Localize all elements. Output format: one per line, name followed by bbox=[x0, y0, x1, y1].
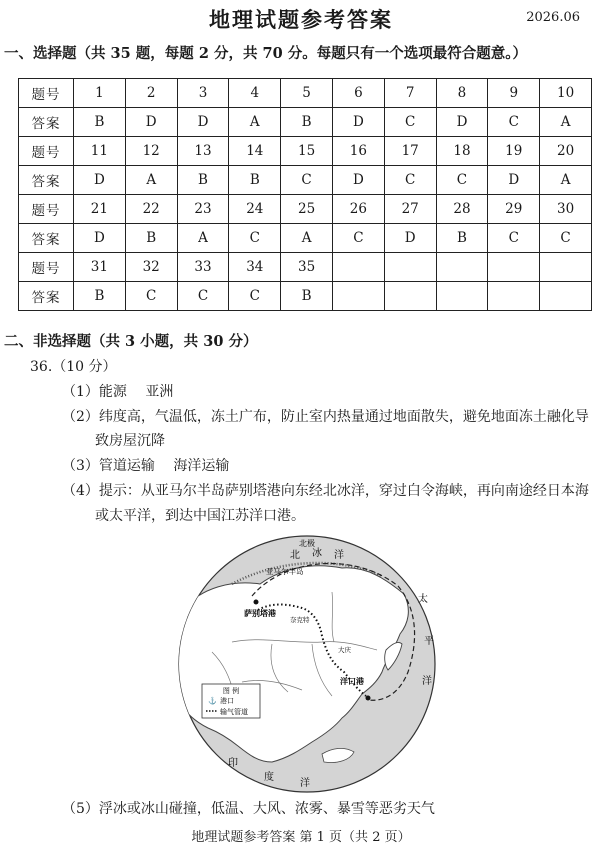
answer-row bbox=[19, 282, 592, 311]
port-sabetta-icon bbox=[254, 600, 259, 605]
question-number-cell: 10 bbox=[540, 79, 592, 108]
question-number-cell: 20 bbox=[540, 137, 592, 166]
question-number-cell: 2 bbox=[125, 79, 177, 108]
answer-cell: B bbox=[177, 166, 229, 195]
label-north-pole: 北极 bbox=[299, 539, 315, 548]
answer-cell bbox=[488, 282, 540, 311]
label-arctic-3: 洋 bbox=[334, 550, 344, 561]
answer-row bbox=[19, 108, 592, 137]
question-number-cell: 16 bbox=[332, 137, 384, 166]
answer-cell: C bbox=[436, 166, 488, 195]
question-number-cell: 34 bbox=[229, 253, 281, 282]
answer-table bbox=[18, 78, 592, 311]
question-number-cell: 30 bbox=[540, 195, 592, 224]
answer-cell: D bbox=[384, 224, 436, 253]
answer-cell bbox=[436, 282, 488, 311]
question-number-cell: 3 bbox=[177, 79, 229, 108]
route-map bbox=[172, 532, 442, 797]
question-number-cell: 11 bbox=[74, 137, 126, 166]
label-arctic-1: 北 bbox=[290, 550, 300, 561]
answer-cell: C bbox=[384, 166, 436, 195]
section1-title: 一、选择题（共 35 题，每题 2 分，共 70 分。每题只有一个选项最符合题意。） bbox=[4, 45, 527, 62]
answer-36-4-line2: 或太平洋，到达中国江苏洋口港。 bbox=[95, 508, 305, 524]
question-number-cell: 29 bbox=[488, 195, 540, 224]
row-label-answer: 答案 bbox=[19, 166, 74, 195]
question-number-cell: 18 bbox=[436, 137, 488, 166]
row-label-question: 题号 bbox=[19, 195, 74, 224]
label-arctic-2: 冰 bbox=[312, 548, 322, 559]
question-number-cell bbox=[540, 253, 592, 282]
question-number-cell: 12 bbox=[125, 137, 177, 166]
question-number-cell: 5 bbox=[281, 79, 333, 108]
answer-cell: B bbox=[436, 224, 488, 253]
answer-cell: A bbox=[229, 108, 281, 137]
question-number-cell: 14 bbox=[229, 137, 281, 166]
label-pacific-2: 平 bbox=[424, 636, 434, 647]
answer-cell bbox=[384, 282, 436, 311]
label-pacific-1: 太 bbox=[418, 594, 428, 605]
row-label-question: 题号 bbox=[19, 137, 74, 166]
answer-row bbox=[19, 224, 592, 253]
question-number-cell: 35 bbox=[281, 253, 333, 282]
answer-cell: C bbox=[229, 224, 281, 253]
answer-cell: C bbox=[125, 282, 177, 311]
answer-cell: B bbox=[74, 282, 126, 311]
legend-pipeline: 输气管道 bbox=[220, 708, 248, 716]
question-number-cell: 21 bbox=[74, 195, 126, 224]
answer-cell: D bbox=[125, 108, 177, 137]
label-pacific-3: 洋 bbox=[422, 676, 432, 687]
africa-landmass bbox=[172, 732, 205, 797]
answer-row bbox=[19, 166, 592, 195]
exam-date: 2026.06 bbox=[526, 10, 580, 25]
question-number-cell: 1 bbox=[74, 79, 126, 108]
question-number-cell bbox=[488, 253, 540, 282]
question-number-row bbox=[19, 195, 592, 224]
label-yamal: 亚马尔半岛 bbox=[266, 567, 304, 576]
answer-cell: D bbox=[332, 166, 384, 195]
row-label-answer: 答案 bbox=[19, 108, 74, 137]
legend-title: 图 例 bbox=[222, 687, 240, 695]
label-nadym: 奈克特 bbox=[290, 616, 310, 624]
question-number-cell: 22 bbox=[125, 195, 177, 224]
answer-36-2-line2: 致房屋沉降 bbox=[95, 433, 165, 449]
answer-cell: D bbox=[74, 166, 126, 195]
answer-cell: C bbox=[229, 282, 281, 311]
answer-cell: B bbox=[281, 108, 333, 137]
question-number-cell: 33 bbox=[177, 253, 229, 282]
question-number-cell: 7 bbox=[384, 79, 436, 108]
question-number-cell bbox=[332, 253, 384, 282]
question-number-cell: 15 bbox=[281, 137, 333, 166]
port-yangkou-icon bbox=[366, 696, 371, 701]
page-title: 地理试题参考答案 bbox=[209, 7, 393, 32]
answer-cell: A bbox=[177, 224, 229, 253]
answer-36-2-line1: （2）纬度高，气温低，冻土广布，防止室内热量通过地面散失，避免地面冻土融化导 bbox=[62, 409, 589, 425]
map-legend bbox=[202, 684, 260, 718]
answer-cell: C bbox=[281, 166, 333, 195]
page-footer: 地理试题参考答案 第 1 页（共 2 页） bbox=[191, 830, 411, 845]
globe-map-svg bbox=[172, 532, 442, 797]
question-number-cell: 31 bbox=[74, 253, 126, 282]
answer-cell: B bbox=[281, 282, 333, 311]
anchor-icon: ⚓ bbox=[208, 697, 217, 705]
label-yangkou: 洋口港 bbox=[340, 676, 364, 686]
row-label-answer: 答案 bbox=[19, 282, 74, 311]
answer-cell: C bbox=[540, 224, 592, 253]
question-number-cell: 17 bbox=[384, 137, 436, 166]
answer-36-4-line1: （4）提示：从亚马尔半岛萨别塔港向东经北冰洋，穿过白令海峡，再向南途经日本海 bbox=[62, 483, 589, 499]
question-number-cell: 4 bbox=[229, 79, 281, 108]
answer-cell: A bbox=[281, 224, 333, 253]
question-number-cell: 9 bbox=[488, 79, 540, 108]
answer-cell: B bbox=[74, 108, 126, 137]
answer-cell: D bbox=[74, 224, 126, 253]
answer-cell: A bbox=[125, 166, 177, 195]
legend-port: 港口 bbox=[220, 697, 234, 705]
answer-cell: C bbox=[488, 108, 540, 137]
question-number-cell: 24 bbox=[229, 195, 281, 224]
label-daqing: 大庆 bbox=[338, 646, 351, 654]
question-number-cell: 32 bbox=[125, 253, 177, 282]
question-number-cell bbox=[436, 253, 488, 282]
answer-cell: C bbox=[384, 108, 436, 137]
answer-cell bbox=[332, 282, 384, 311]
answer-cell: C bbox=[177, 282, 229, 311]
answer-36-3: （3）管道运输 海洋运输 bbox=[62, 458, 230, 474]
question-number-row bbox=[19, 137, 592, 166]
row-label-answer: 答案 bbox=[19, 224, 74, 253]
question-number-cell: 28 bbox=[436, 195, 488, 224]
section2-title: 二、非选择题（共 3 小题，共 30 分） bbox=[4, 333, 258, 350]
answer-cell: B bbox=[125, 224, 177, 253]
question-number-row bbox=[19, 253, 592, 282]
answer-cell: A bbox=[540, 108, 592, 137]
answer-cell: C bbox=[488, 224, 540, 253]
answer-cell: D bbox=[177, 108, 229, 137]
question-number-cell: 25 bbox=[281, 195, 333, 224]
answer-cell: B bbox=[229, 166, 281, 195]
question-number-cell: 13 bbox=[177, 137, 229, 166]
answer-cell: A bbox=[540, 166, 592, 195]
question-number-cell: 8 bbox=[436, 79, 488, 108]
question-number-cell: 6 bbox=[332, 79, 384, 108]
answer-36-5: （5）浮冰或冰山碰撞，低温、大风、浓雾、暴雪等恶劣天气 bbox=[62, 801, 435, 817]
question-number-cell: 27 bbox=[384, 195, 436, 224]
label-indian-3: 洋 bbox=[300, 778, 310, 789]
question-36-heading: 36.（10 分） bbox=[30, 359, 117, 375]
question-number-cell: 26 bbox=[332, 195, 384, 224]
label-sabetta: 萨别塔港 bbox=[244, 608, 276, 618]
label-indian-1: 印 bbox=[228, 758, 238, 769]
label-indian-2: 度 bbox=[264, 772, 274, 783]
question-number-cell: 19 bbox=[488, 137, 540, 166]
question-number-row bbox=[19, 79, 592, 108]
answer-cell: D bbox=[332, 108, 384, 137]
question-number-cell bbox=[384, 253, 436, 282]
row-label-question: 题号 bbox=[19, 253, 74, 282]
answer-cell bbox=[540, 282, 592, 311]
answer-cell: D bbox=[436, 108, 488, 137]
answer-36-1: （1）能源 亚洲 bbox=[62, 384, 174, 400]
question-number-cell: 23 bbox=[177, 195, 229, 224]
answer-cell: C bbox=[332, 224, 384, 253]
row-label-question: 题号 bbox=[19, 79, 74, 108]
answer-cell: D bbox=[488, 166, 540, 195]
